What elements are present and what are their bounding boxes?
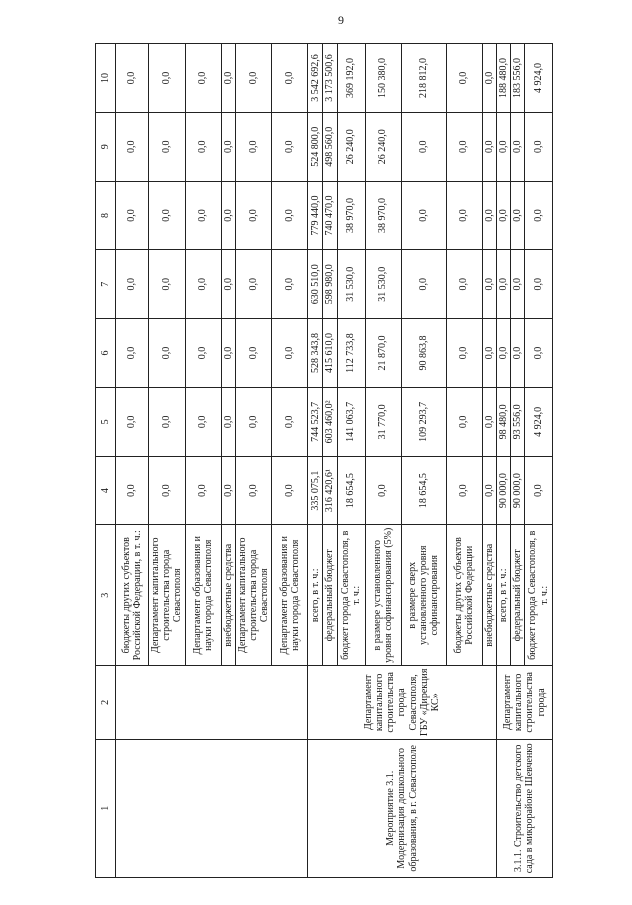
row-label: федеральный бюджет xyxy=(323,525,337,666)
value-cell: 0,0 xyxy=(221,44,235,113)
value-cell: 0,0 xyxy=(235,181,272,250)
value-cell: 0,0 xyxy=(185,181,221,250)
value-cell: 93 556,0 xyxy=(510,387,524,456)
value-cell: 0,0 xyxy=(235,456,272,525)
value-cell: 0,0 xyxy=(221,387,235,456)
value-cell: 0,0 xyxy=(221,456,235,525)
header-cell: 6 xyxy=(96,319,116,388)
value-cell: 0,0 xyxy=(401,181,446,250)
header-cell: 5 xyxy=(96,387,116,456)
value-cell: 150 380,0 xyxy=(365,44,401,113)
value-cell: 3 173 500,6 xyxy=(323,44,337,113)
value-cell: 0,0 xyxy=(525,181,553,250)
header-cell: 7 xyxy=(96,250,116,319)
value-cell: 415 610,0 xyxy=(323,319,337,388)
value-cell: 0,0 xyxy=(365,456,401,525)
header-cell: 9 xyxy=(96,112,116,181)
row-label: федеральный бюджет xyxy=(510,525,524,666)
value-cell: 0,0 xyxy=(525,250,553,319)
value-cell: 0,0 xyxy=(116,44,149,113)
value-cell: 0,0 xyxy=(221,181,235,250)
value-cell: 0,0 xyxy=(482,112,496,181)
value-cell: 498 560,0 xyxy=(323,112,337,181)
value-cell: 0,0 xyxy=(482,319,496,388)
value-cell: 0,0 xyxy=(496,181,510,250)
value-cell: 0,0 xyxy=(149,181,186,250)
value-cell: 0,0 xyxy=(235,250,272,319)
value-cell: 0,0 xyxy=(221,112,235,181)
value-cell: 0,0 xyxy=(185,387,221,456)
value-cell: 0,0 xyxy=(525,112,553,181)
value-cell: 31 770,0 xyxy=(365,387,401,456)
blank-cell xyxy=(116,739,308,877)
value-cell: 779 440,0 xyxy=(308,181,323,250)
blank-cell xyxy=(116,666,308,740)
value-cell: 18 654,5 xyxy=(401,456,446,525)
value-cell: 0,0 xyxy=(185,250,221,319)
value-cell: 0,0 xyxy=(149,44,186,113)
value-cell: 0,0 xyxy=(482,456,496,525)
measure-name: Мероприятие 3.1. Модернизация дошкольного образования, в г. Севастополе xyxy=(308,739,496,877)
header-cell: 1 xyxy=(96,739,116,877)
value-cell: 18 654,5 xyxy=(337,456,365,525)
value-cell: 0,0 xyxy=(272,112,308,181)
value-cell: 0,0 xyxy=(272,319,308,388)
value-cell: 0,0 xyxy=(510,181,524,250)
value-cell: 369 192,0 xyxy=(337,44,365,113)
row-label: всего, в т. ч.: xyxy=(308,525,323,666)
value-cell: 0,0 xyxy=(482,181,496,250)
value-cell: 0,0 xyxy=(446,250,482,319)
value-cell: 0,0 xyxy=(272,181,308,250)
value-cell: 4 924,0 xyxy=(525,387,553,456)
value-cell: 0,0 xyxy=(116,181,149,250)
value-cell: 0,0 xyxy=(446,456,482,525)
value-cell: 90 000,0 xyxy=(510,456,524,525)
value-cell: 4 924,0 xyxy=(525,44,553,113)
value-cell: 0,0 xyxy=(185,112,221,181)
value-cell: 21 870,0 xyxy=(365,319,401,388)
value-cell: 0,0 xyxy=(446,112,482,181)
header-cell: 3 xyxy=(96,525,116,666)
value-cell: 0,0 xyxy=(496,112,510,181)
header-cell: 2 xyxy=(96,666,116,740)
row-label: бюджет города Севастополя, в т. ч.: xyxy=(337,525,365,666)
header-row xyxy=(96,44,116,878)
value-cell: 218 812,0 xyxy=(401,44,446,113)
value-cell: 141 063,7 xyxy=(337,387,365,456)
value-cell: 0,0 xyxy=(272,44,308,113)
value-cell: 0,0 xyxy=(149,319,186,388)
header-cell: 8 xyxy=(96,181,116,250)
row-label: бюджеты других субъектов Российской Федерации xyxy=(446,525,482,666)
value-cell: 0,0 xyxy=(482,250,496,319)
value-cell: 740 470,0 xyxy=(323,181,337,250)
value-cell: 0,0 xyxy=(185,319,221,388)
value-cell: 90 863,8 xyxy=(401,319,446,388)
rotated-table-container xyxy=(95,43,550,878)
value-cell: 0,0 xyxy=(525,319,553,388)
value-cell: 0,0 xyxy=(446,387,482,456)
value-cell: 0,0 xyxy=(235,387,272,456)
value-cell: 0,0 xyxy=(149,112,186,181)
value-cell: 26 240,0 xyxy=(337,112,365,181)
value-cell: 31 530,0 xyxy=(337,250,365,319)
value-cell: 0,0 xyxy=(116,319,149,388)
value-cell: 31 530,0 xyxy=(365,250,401,319)
value-cell: 0,0 xyxy=(446,181,482,250)
row-label: бюджет города Севастополя, в т. ч.: xyxy=(525,525,553,666)
row-label: внебюджетные средства xyxy=(482,525,496,666)
value-cell: 109 293,7 xyxy=(401,387,446,456)
value-cell: 0,0 xyxy=(185,44,221,113)
value-cell: 335 075,1 xyxy=(308,456,323,525)
value-cell: 744 523,7 xyxy=(308,387,323,456)
value-cell: 0,0 xyxy=(272,250,308,319)
row-label: Департамент образования и науки города Севастополя xyxy=(185,525,221,666)
value-cell: 0,0 xyxy=(272,456,308,525)
value-cell: 0,0 xyxy=(235,44,272,113)
table-row xyxy=(116,44,149,878)
row-label: в размере сверх установленного уровня софинансирования xyxy=(401,525,446,666)
header-cell: 10 xyxy=(96,44,116,113)
page-number: 9 xyxy=(338,13,344,27)
row-label: внебюджетные средства xyxy=(221,525,235,666)
value-cell: 0,0 xyxy=(525,456,553,525)
value-cell: 0,0 xyxy=(221,319,235,388)
value-cell: 26 240,0 xyxy=(365,112,401,181)
table-row xyxy=(308,44,323,878)
value-cell: 0,0 xyxy=(496,250,510,319)
row-label: Департамент капитального строительства города Севастополя xyxy=(235,525,272,666)
value-cell: 112 733,8 xyxy=(337,319,365,388)
value-cell: 0,0 xyxy=(482,44,496,113)
row-label: Департамент капитального строительства города Севастополя xyxy=(149,525,186,666)
row-label: всего, в т. ч.: xyxy=(496,525,510,666)
row-label: в размере установленного уровня софинансирования (5%) xyxy=(365,525,401,666)
table-row xyxy=(496,44,510,878)
financing-table xyxy=(95,43,553,878)
value-cell: 188 480,0 xyxy=(496,44,510,113)
value-cell: 0,0 xyxy=(116,112,149,181)
value-cell: 38 970,0 xyxy=(365,181,401,250)
value-cell: 0,0 xyxy=(401,112,446,181)
value-cell: 3 542 692,6 xyxy=(308,44,323,113)
value-cell: 98 480,0 xyxy=(496,387,510,456)
item-name: 3.1.1. Строительство детского сада в микрорайоне Шевченко xyxy=(496,739,552,877)
value-cell: 0,0 xyxy=(116,456,149,525)
value-cell: 0,0 xyxy=(401,250,446,319)
row-label: Департамент образования и науки города Севастополя xyxy=(272,525,308,666)
value-cell: 0,0 xyxy=(446,319,482,388)
value-cell: 0,0 xyxy=(116,387,149,456)
value-cell: 528 343,8 xyxy=(308,319,323,388)
value-cell: 0,0 xyxy=(446,44,482,113)
value-cell: 0,0 xyxy=(149,250,186,319)
value-cell: 90 000,0 xyxy=(496,456,510,525)
value-cell: 0,0 xyxy=(149,456,186,525)
value-cell: 0,0 xyxy=(510,319,524,388)
value-cell: 598 980,0 xyxy=(323,250,337,319)
measure-executor: Департамент капитального строительства города Севастополя, ГБУ «Дирекция КС» xyxy=(308,666,496,740)
value-cell: 0,0 xyxy=(510,112,524,181)
header-cell: 4 xyxy=(96,456,116,525)
value-cell: 183 556,0 xyxy=(510,44,524,113)
value-cell: 0,0 xyxy=(185,456,221,525)
value-cell: 0,0 xyxy=(235,319,272,388)
value-cell: 0,0 xyxy=(510,250,524,319)
value-cell: 0,0 xyxy=(149,387,186,456)
row-label: бюджеты других субъектов Российской Федерации, в т. ч.: xyxy=(116,525,149,666)
value-cell: 524 800,0 xyxy=(308,112,323,181)
value-cell: 0,0 xyxy=(482,387,496,456)
value-cell: 38 970,0 xyxy=(337,181,365,250)
value-cell: 0,0 xyxy=(272,387,308,456)
value-cell: 316 420,6¹ xyxy=(323,456,337,525)
value-cell: 603 460,0² xyxy=(323,387,337,456)
value-cell: 0,0 xyxy=(496,319,510,388)
value-cell: 0,0 xyxy=(235,112,272,181)
value-cell: 0,0 xyxy=(116,250,149,319)
value-cell: 0,0 xyxy=(221,250,235,319)
item-executor: Департамент капитального строительства города xyxy=(496,666,552,740)
value-cell: 630 510,0 xyxy=(308,250,323,319)
